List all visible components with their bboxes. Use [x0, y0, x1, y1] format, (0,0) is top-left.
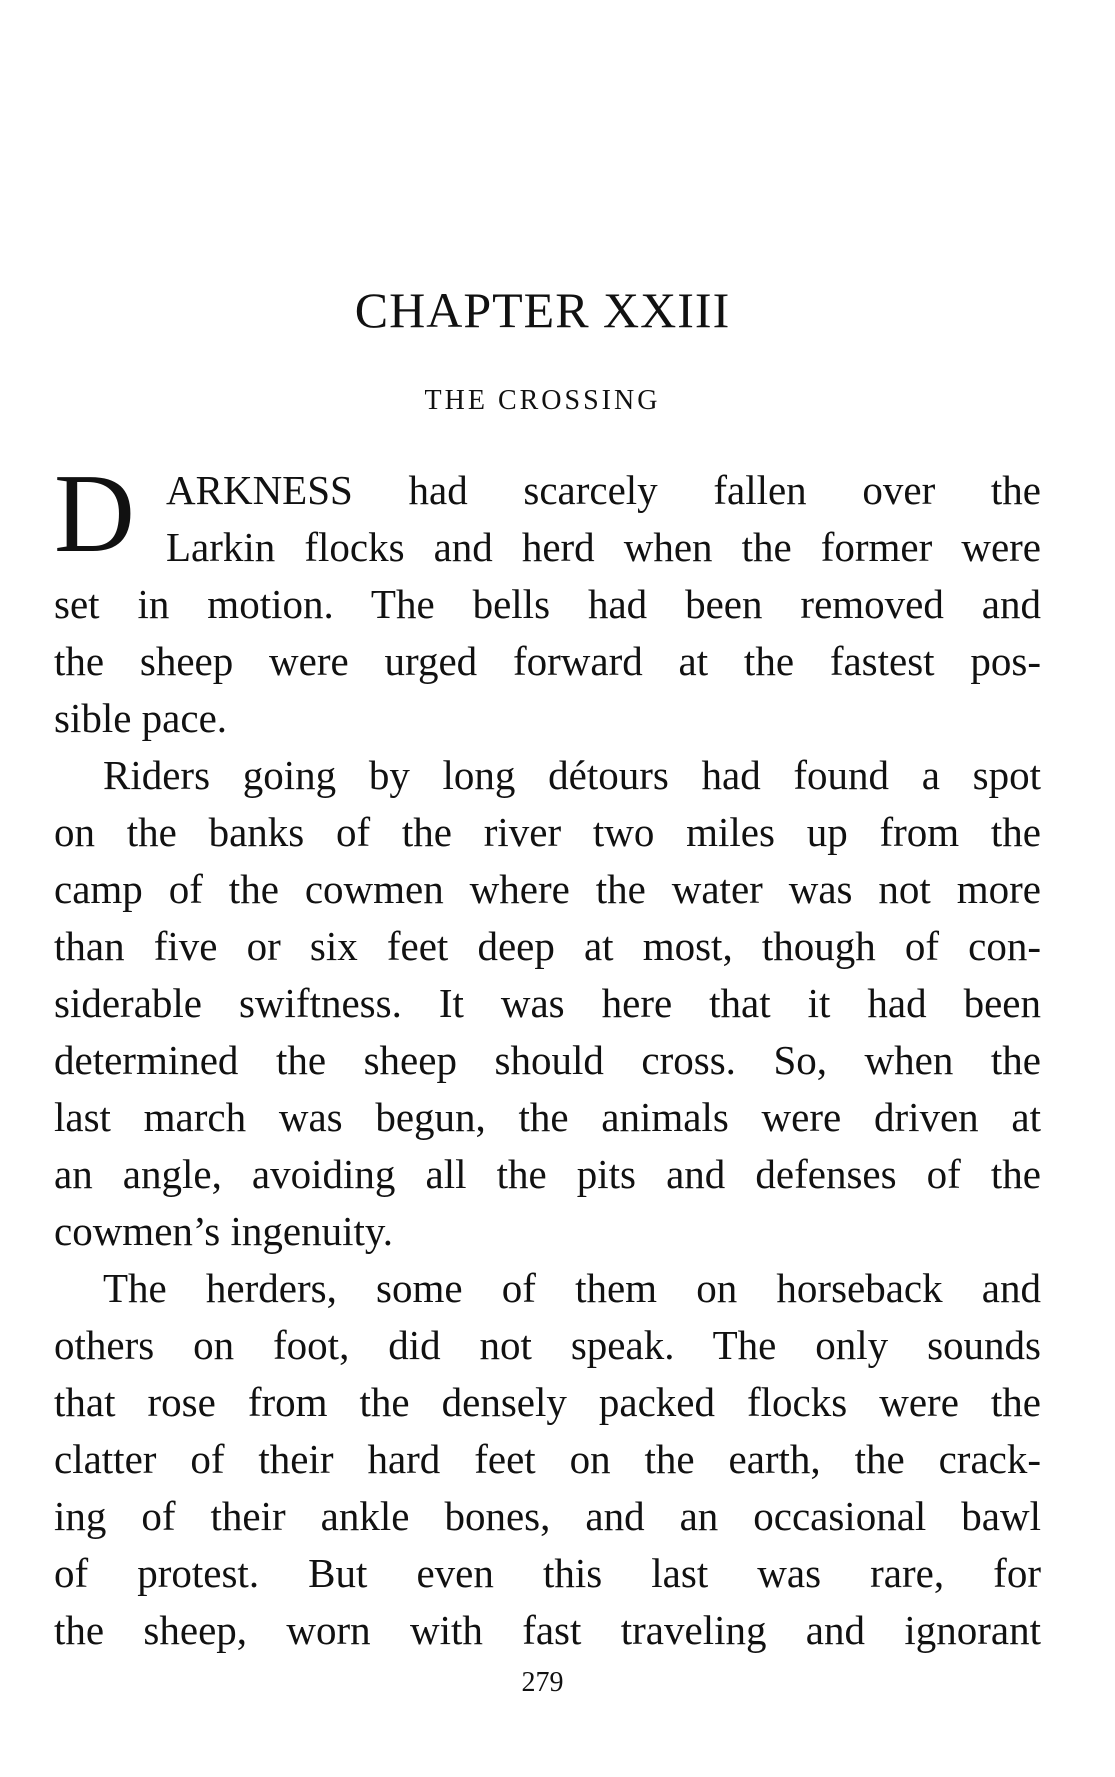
- text-line: Larkin flocks and herd when the former were: [166, 524, 1041, 570]
- body-text: [54, 452, 1041, 1659]
- chapter-title: CHAPTER XXIII: [354, 282, 731, 338]
- text-line: of protest. But even this last was rare, for: [54, 1550, 1041, 1596]
- text-line: determined the sheep should cross. So, when the: [54, 1037, 1041, 1083]
- text-line: last march was begun, the animals were driven at: [54, 1094, 1041, 1140]
- text-line: the sheep, worn with fast traveling and ignorant: [54, 1607, 1041, 1653]
- text-line: ing of their ankle bones, and an occasional bawl: [54, 1493, 1041, 1539]
- text-line: that rose from the densely packed flocks were the: [54, 1379, 1041, 1425]
- drop-cap: D: [54, 452, 135, 576]
- text-line: an angle, avoiding all the pits and defenses of the: [54, 1151, 1041, 1197]
- text-line: siderable swiftness. It was here that it had been: [54, 980, 1041, 1026]
- page-number: 279: [521, 1667, 564, 1698]
- text-line: others on foot, did not speak. The only sounds: [54, 1322, 1041, 1368]
- text-line: camp of the cowmen where the water was not more: [54, 866, 1041, 912]
- text-line: the sheep were urged forward at the fastest pos-: [54, 638, 1041, 684]
- text-line: ARKNESS had scarcely fallen over the: [166, 467, 1041, 513]
- text-line: on the banks of the river two miles up from the: [54, 809, 1041, 855]
- text-line: set in motion. The bells had been removed and: [54, 581, 1041, 627]
- text-line: Riders going by long détours had found a spot: [103, 752, 1041, 798]
- chapter-subtitle: THE CROSSING: [424, 385, 661, 416]
- text-line: sible pace.: [54, 695, 228, 741]
- text-line: clatter of their hard feet on the earth, the crack-: [54, 1436, 1041, 1482]
- text-line: than five or six feet deep at most, though of con-: [54, 923, 1041, 969]
- text-line: The herders, some of them on horseback and: [103, 1265, 1041, 1311]
- text-line: cowmen’s ingenuity.: [54, 1208, 393, 1254]
